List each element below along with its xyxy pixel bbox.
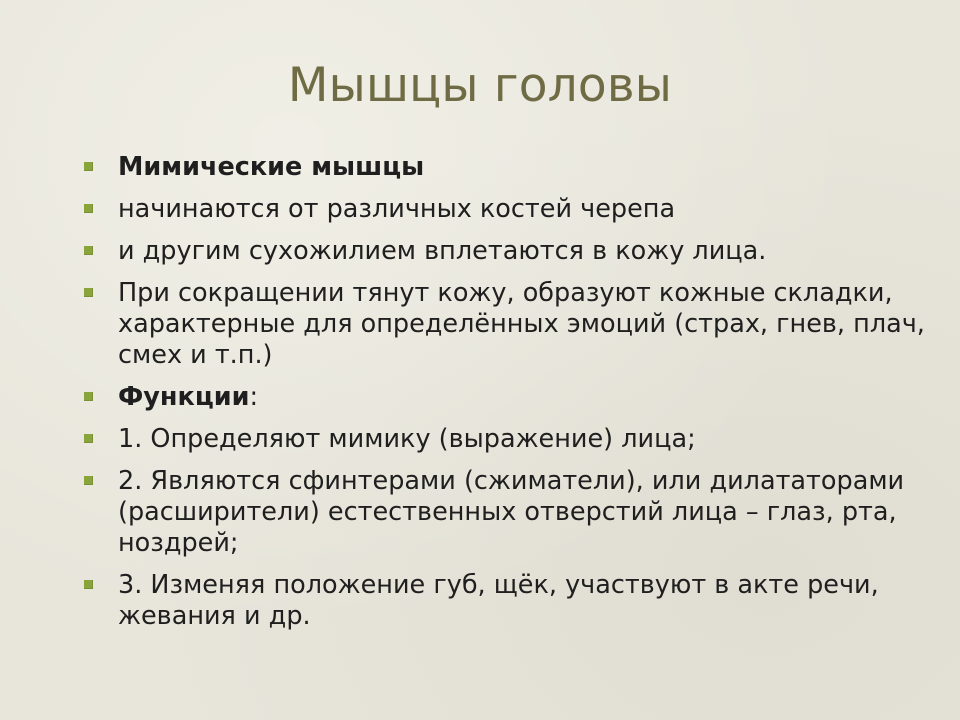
bullet-text: При сокращении тянут кожу, образуют кожные складки, характерные для определённых эмоций (страх, гнев, плач, смех и т.п.) (118, 278, 925, 370)
bullet-text-bold: Функции (118, 382, 250, 412)
bullet-item (84, 424, 934, 455)
bullet-text: 1. Определяют мимику (выражение) лица; (118, 424, 696, 454)
square-bullet-icon (84, 392, 93, 401)
bullet-item (84, 278, 934, 371)
square-bullet-icon (84, 204, 93, 213)
square-bullet-icon (84, 162, 93, 171)
bullet-text: : (249, 382, 259, 412)
bullet-item (84, 382, 934, 413)
bullet-text: и другим сухожилием вплетаются в кожу лица. (118, 236, 767, 266)
square-bullet-icon (84, 580, 93, 589)
square-bullet-icon (84, 246, 93, 255)
bullet-item (84, 152, 934, 183)
bullet-item (84, 194, 934, 225)
bullet-item (84, 466, 934, 559)
bullet-text: 2. Являются сфинтерами (сжиматели), или дилататорами (расширители) естественных отверстий лица – глаз, рта, ноздрей; (118, 466, 905, 558)
bullet-item (84, 236, 934, 267)
bullet-text: 3. Изменяя положение губ, щёк, участвуют в акте речи, жевания и др. (118, 570, 879, 631)
square-bullet-icon (84, 434, 93, 443)
bullet-text: Мимические мышцы (118, 152, 425, 182)
square-bullet-icon (84, 288, 93, 297)
square-bullet-icon (84, 476, 93, 485)
bullet-list (84, 152, 934, 643)
slide-title: Мышцы головы (287, 58, 673, 113)
bullet-item (84, 570, 934, 632)
bullet-text: начинаются от различных костей черепа (118, 194, 676, 224)
